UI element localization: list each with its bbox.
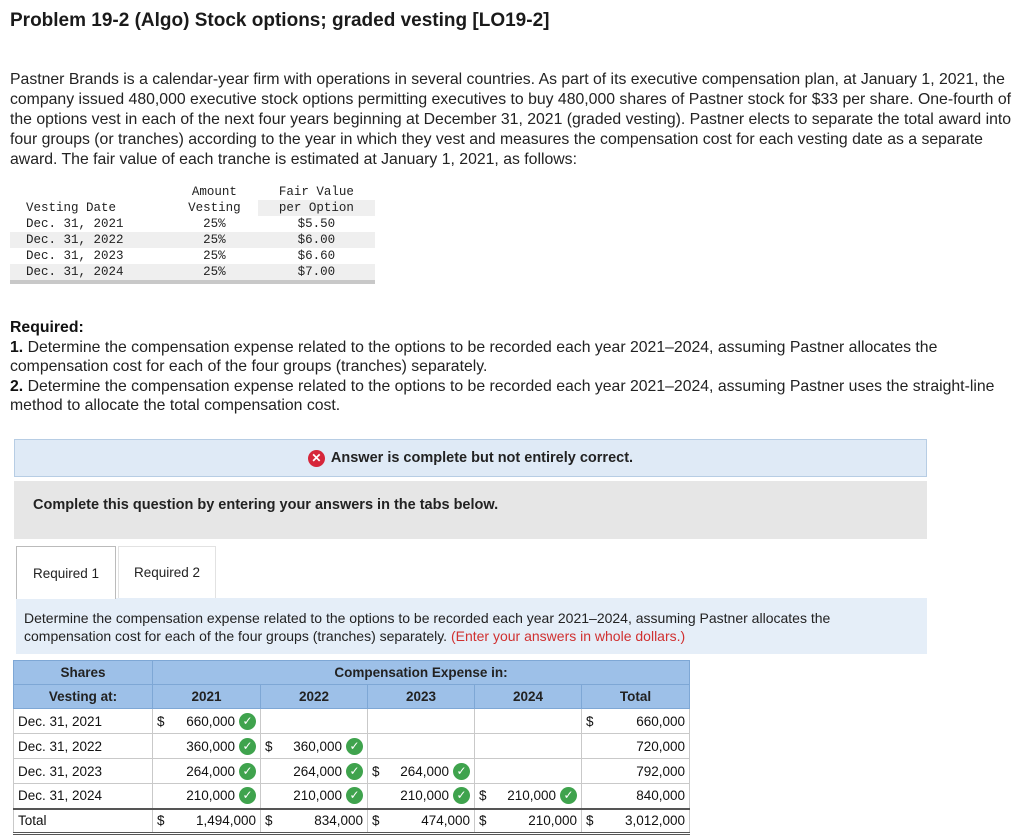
vesting-table <box>10 184 375 284</box>
row-label: Dec. 31, 2021 <box>14 709 153 734</box>
header-year-2022: 2022 <box>261 685 368 709</box>
amount-value: 210,000 <box>293 788 342 804</box>
header-amount-line2: Vesting <box>188 201 241 215</box>
header-vesting-date: Vesting Date <box>26 201 117 215</box>
answer-input-cell[interactable] <box>261 734 368 759</box>
total-cell <box>153 809 261 834</box>
total-cell <box>582 734 690 759</box>
required-heading: Required: <box>10 319 84 336</box>
amount-value: 792,000 <box>636 763 686 779</box>
answer-status-text: Answer is complete but not entirely correct. <box>330 450 634 466</box>
header-shares: Shares <box>14 661 153 685</box>
compensation-expense-table <box>13 660 690 835</box>
amount-value: 210,000 <box>507 788 556 804</box>
total-cell <box>261 809 368 834</box>
amount-vesting: 25% <box>203 249 226 263</box>
answer-input-cell[interactable] <box>475 759 582 784</box>
amount-value: 474,000 <box>421 813 470 829</box>
check-circle-icon: ✓ <box>346 763 363 780</box>
amount-value: 834,000 <box>314 813 363 829</box>
answer-status-banner <box>14 439 927 477</box>
vesting-date: Dec. 31, 2022 <box>26 233 124 247</box>
check-circle-icon: ✓ <box>239 763 256 780</box>
answer-input-cell[interactable] <box>153 784 261 809</box>
required-item-1-text: Determine the compensation expense related to the options to be recorded each year 2021–2024, assuming Pastner allocates the compensation cost for each of the four groups (tranches) separately. <box>10 338 938 375</box>
answer-input-cell[interactable] <box>153 709 261 734</box>
amount-value: 1,494,000 <box>195 813 256 829</box>
answer-input-cell[interactable] <box>261 759 368 784</box>
table-row <box>14 709 690 734</box>
amount-value: 660,000 <box>636 713 686 729</box>
row-label: Dec. 31, 2022 <box>14 734 153 759</box>
amount-value: 360,000 <box>186 738 235 754</box>
dollar-sign: $ <box>479 788 487 804</box>
table-row <box>14 759 690 784</box>
dollar-sign: $ <box>265 813 273 829</box>
check-circle-icon: ✓ <box>239 787 256 804</box>
total-cell <box>582 709 690 734</box>
answer-input-cell[interactable] <box>368 709 475 734</box>
required-item-2-num: 2. <box>10 377 24 395</box>
x-circle-icon: ✕ <box>308 450 325 467</box>
amount-value: 264,000 <box>186 763 235 779</box>
vesting-date: Dec. 31, 2021 <box>26 217 124 231</box>
check-circle-icon: ✓ <box>453 787 470 804</box>
amount-vesting: 25% <box>203 265 226 279</box>
amount-value: 360,000 <box>293 738 342 754</box>
table-row <box>10 248 375 264</box>
check-circle-icon: ✓ <box>453 763 470 780</box>
answer-input-cell[interactable] <box>475 784 582 809</box>
dollar-sign: $ <box>479 813 487 829</box>
total-cell <box>368 809 475 834</box>
header-amount-line1: Amount <box>191 185 237 199</box>
required-item-2 <box>10 377 1016 416</box>
row-label: Dec. 31, 2023 <box>14 759 153 784</box>
answer-input-cell[interactable] <box>368 784 475 809</box>
dollar-sign: $ <box>586 813 594 829</box>
check-circle-icon: ✓ <box>560 787 577 804</box>
total-row <box>14 809 690 834</box>
table-row <box>14 734 690 759</box>
complete-prompt: Complete this question by entering your answers in the tabs below. <box>14 481 927 539</box>
fair-value: $6.00 <box>297 233 336 247</box>
instructions-text: Determine the compensation expense related to the options to be recorded each year 2021–2024, assuming Pastner allocates the compensation cost for each of the four groups (tranches) separately. <box>24 610 831 644</box>
vesting-date: Dec. 31, 2024 <box>26 265 124 279</box>
required-item-1-num: 1. <box>10 338 24 356</box>
dollar-sign: $ <box>157 813 165 829</box>
answer-input-cell[interactable] <box>261 784 368 809</box>
answer-input-cell[interactable] <box>153 759 261 784</box>
dollar-sign: $ <box>265 738 273 754</box>
table-row <box>10 264 375 282</box>
row-label: Total <box>14 809 153 834</box>
header-year-2024: 2024 <box>475 685 582 709</box>
amount-vesting: 25% <box>203 217 226 231</box>
amount-value: 840,000 <box>636 788 686 804</box>
answer-input-cell[interactable] <box>475 734 582 759</box>
check-circle-icon: ✓ <box>346 787 363 804</box>
fair-value: $7.00 <box>297 265 336 279</box>
amount-value: 660,000 <box>186 713 235 729</box>
check-circle-icon: ✓ <box>239 738 256 755</box>
amount-value: 210,000 <box>400 788 449 804</box>
answer-input-cell[interactable] <box>368 734 475 759</box>
check-circle-icon: ✓ <box>346 738 363 755</box>
amount-value: 264,000 <box>400 763 449 779</box>
table-row <box>10 232 375 248</box>
required-item-1 <box>10 338 1016 377</box>
header-comp-expense: Compensation Expense in: <box>153 661 690 685</box>
total-cell <box>582 759 690 784</box>
row-label: Dec. 31, 2024 <box>14 784 153 809</box>
amount-value: 264,000 <box>293 763 342 779</box>
tab-required-1[interactable]: Required 1 <box>16 546 116 599</box>
header-year-2023: 2023 <box>368 685 475 709</box>
amount-value: 210,000 <box>186 788 235 804</box>
amount-value: 720,000 <box>636 738 686 754</box>
required-item-2-text: Determine the compensation expense related to the options to be recorded each year 2021–2024, assuming Pastner uses the straight-line method to allocate the total compensation cost. <box>10 377 995 414</box>
amount-value: 210,000 <box>528 813 577 829</box>
instructions <box>16 598 927 654</box>
header-vesting-at: Vesting at: <box>14 685 153 709</box>
answer-input-cell[interactable] <box>261 709 368 734</box>
dollar-sign: $ <box>157 713 165 729</box>
total-cell <box>475 809 582 834</box>
dollar-sign: $ <box>372 763 380 779</box>
table-row <box>10 216 375 232</box>
instructions-note: (Enter your answers in whole dollars.) <box>450 628 686 644</box>
dollar-sign: $ <box>372 813 380 829</box>
answer-input-cell[interactable] <box>475 709 582 734</box>
tab-required-2[interactable]: Required 2 <box>118 546 216 598</box>
table-row <box>14 784 690 809</box>
vesting-date: Dec. 31, 2023 <box>26 249 124 263</box>
total-cell <box>582 809 690 834</box>
total-cell <box>582 784 690 809</box>
required-section <box>10 318 1016 416</box>
header-fair-value-line1: Fair Value <box>278 185 354 199</box>
dollar-sign: $ <box>586 713 594 729</box>
header-year-2021: 2021 <box>153 685 261 709</box>
check-circle-icon: ✓ <box>239 713 256 730</box>
answer-input-cell[interactable] <box>153 734 261 759</box>
page-title: Problem 19-2 (Algo) Stock options; graded vesting [LO19-2] <box>10 10 550 31</box>
answer-input-cell[interactable] <box>368 759 475 784</box>
problem-intro: Pastner Brands is a calendar-year firm with operations in several countries. As part of its executive compensation plan, at January 1, 2021, the company issued 480,000 executive stock options permitting executives to buy 480,000 shares of Pastner stock for $33 per share. One-fourth of the options vest in each of the next four years beginning at December 31, 2021 (graded vesting). Pastner elects to separate the total award into four groups (or tranches) according to the year in which they vest and measures the compensation cost for each vesting date as a separate award. The fair value of each tranche is estimated at January 1, 2021, as follows: <box>10 71 1012 168</box>
header-total: Total <box>582 685 690 709</box>
fair-value: $5.50 <box>297 217 336 231</box>
header-fair-value-line2: per Option <box>258 200 375 216</box>
amount-vesting: 25% <box>203 233 226 247</box>
fair-value: $6.60 <box>297 249 336 263</box>
amount-value: 3,012,000 <box>624 813 686 829</box>
